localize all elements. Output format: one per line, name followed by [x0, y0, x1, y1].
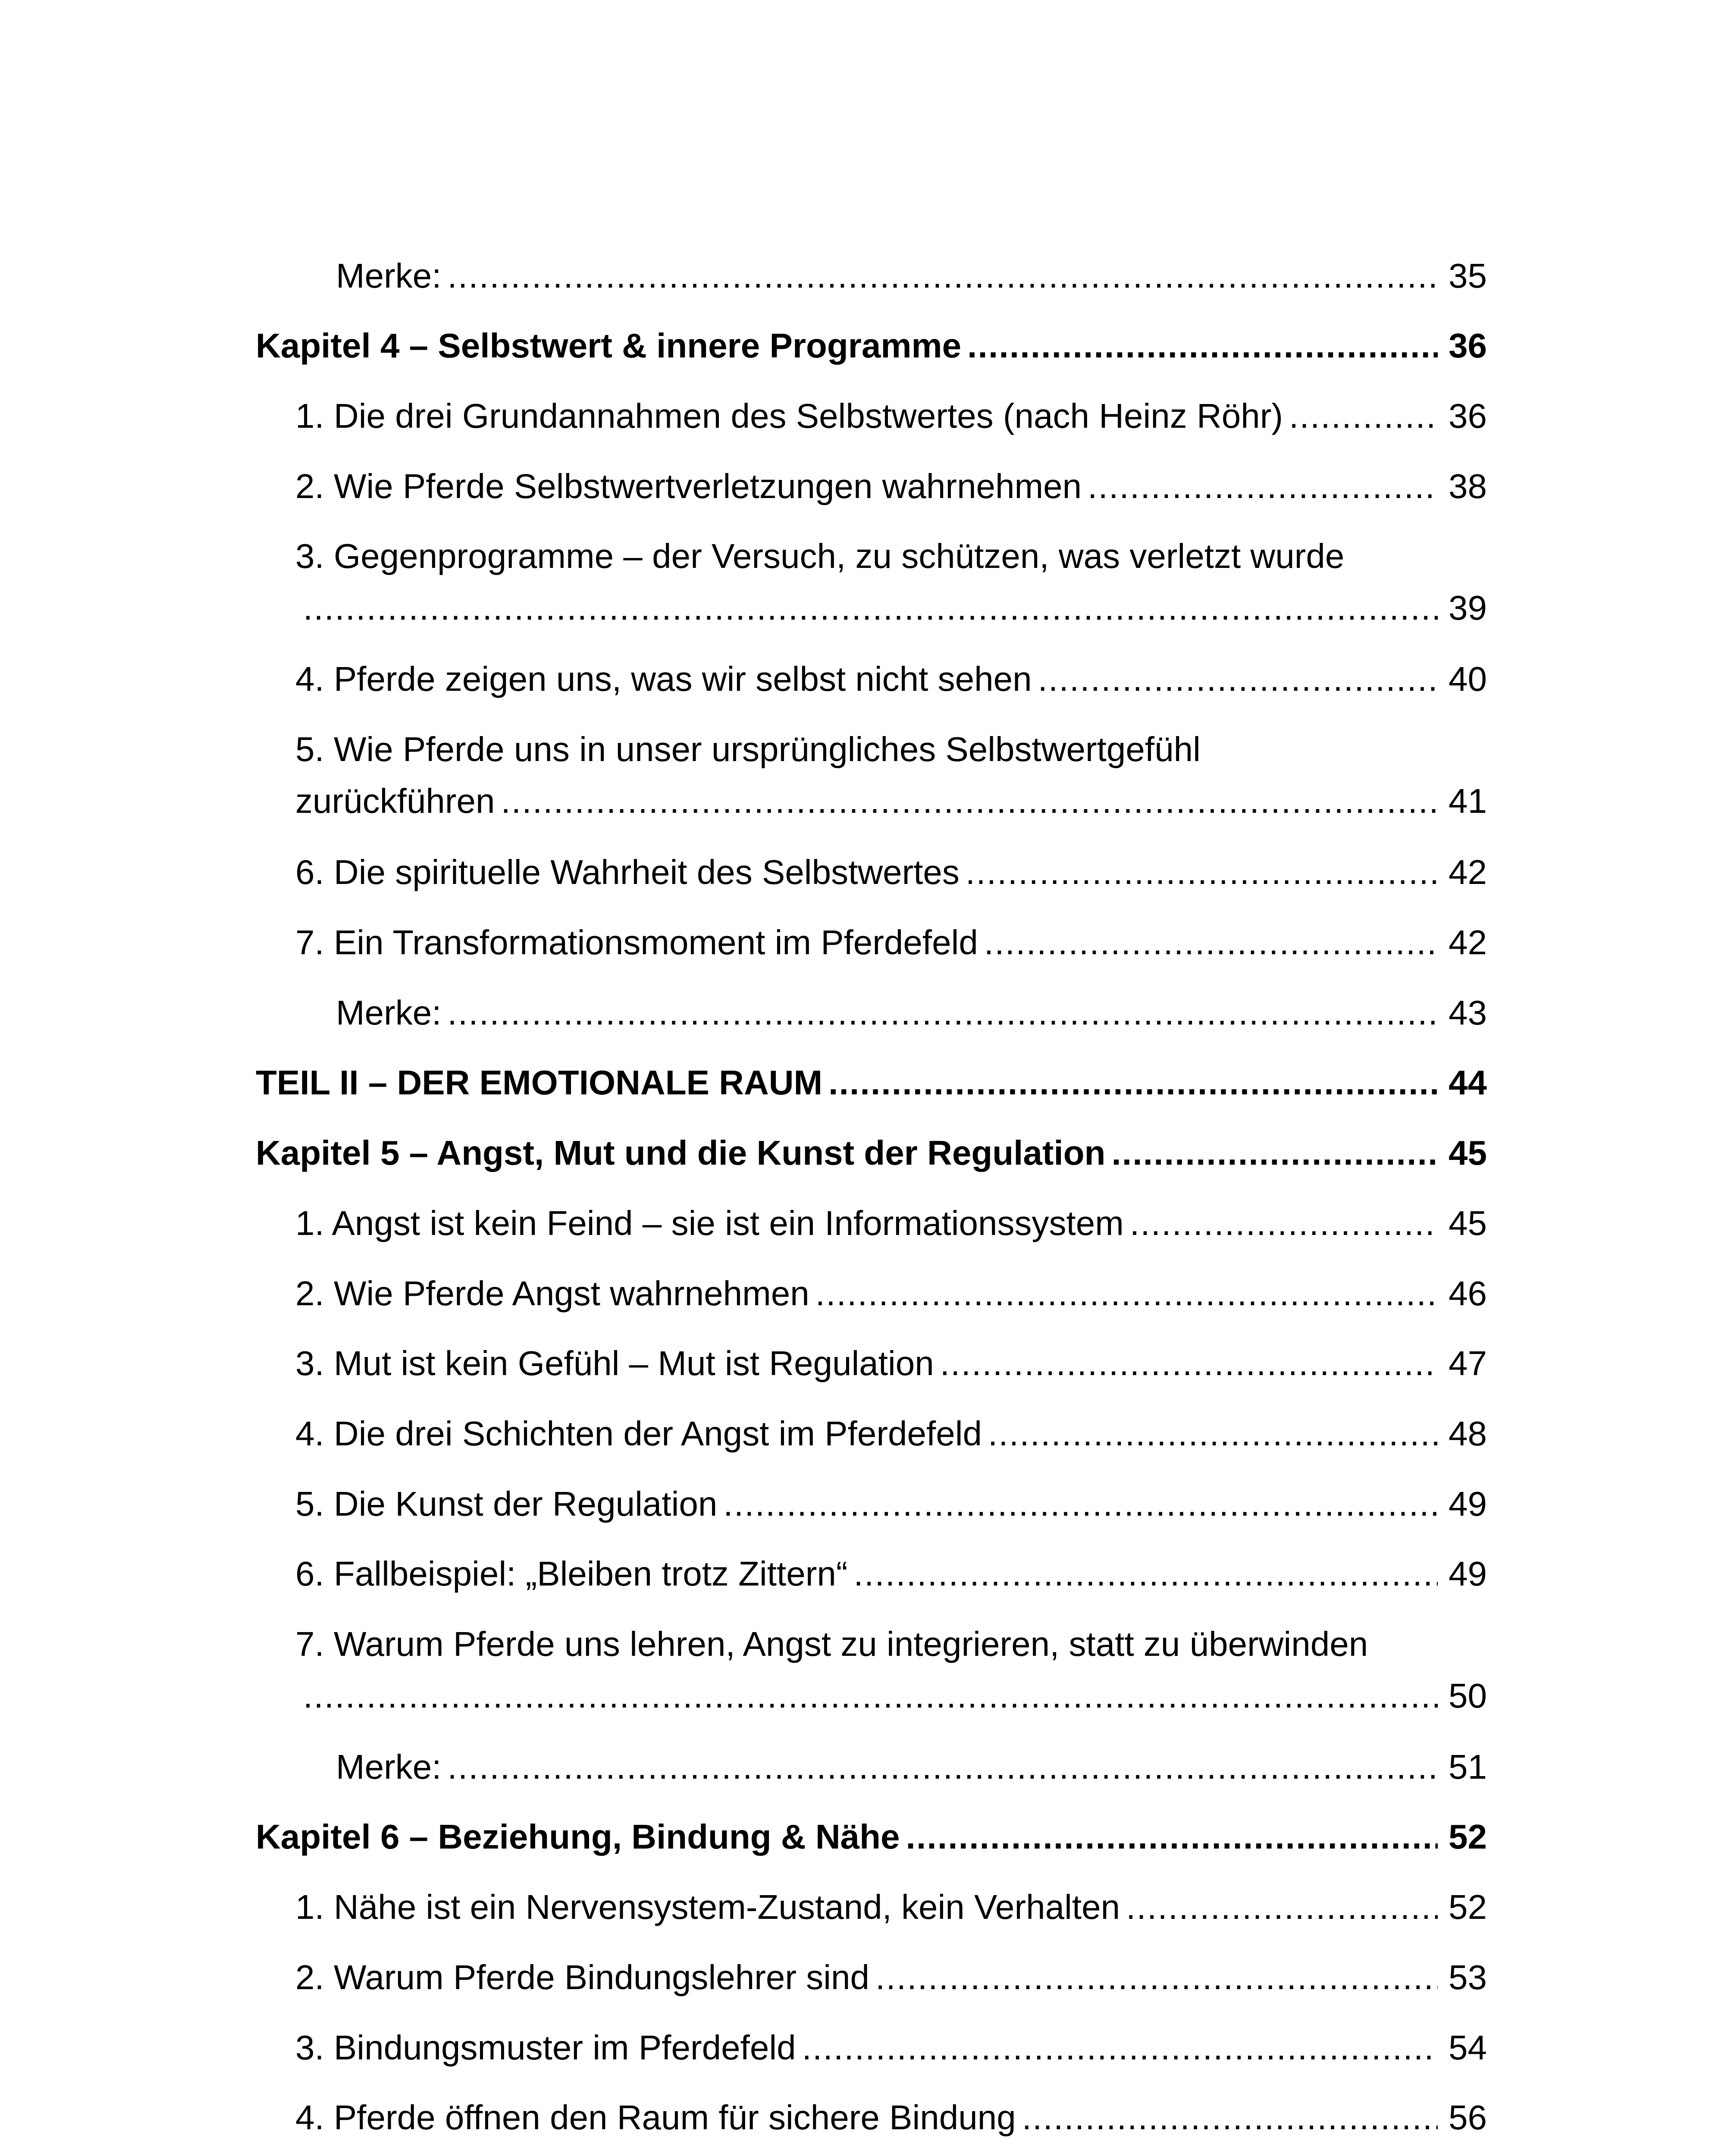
toc-entry[interactable] [256, 724, 1487, 827]
toc-entry[interactable] [256, 461, 1487, 512]
toc-entry-page: 39 [1449, 589, 1487, 627]
toc-entry[interactable] [256, 250, 1487, 302]
toc-entry[interactable] [256, 530, 1487, 634]
toc-entry-page: 49 [1449, 1554, 1487, 1593]
toc-entry[interactable] [256, 1881, 1487, 1933]
toc-entry-page: 50 [1449, 1677, 1487, 1715]
toc-entry-page: 42 [1449, 853, 1487, 891]
dot-leader [828, 1057, 1438, 1109]
dot-leader [448, 1741, 1438, 1793]
toc-entry-title: Kapitel 5 – Angst, Mut und die Kunst der Regulation [256, 1134, 1106, 1172]
toc-entry-page: 52 [1449, 1888, 1487, 1926]
dot-leader [723, 1478, 1438, 1530]
toc-entry[interactable] [256, 2022, 1487, 2074]
toc-entry-page: 53 [1449, 1958, 1487, 1996]
toc-entry-page: 48 [1449, 1414, 1487, 1453]
dot-leader [815, 1268, 1438, 1319]
dot-leader [1130, 1197, 1438, 1249]
toc-entry-title: TEIL II – DER EMOTIONALE RAUM [256, 1063, 823, 1102]
toc-entry-title: 5. Wie Pferde uns in unser ursprüngliches Selbstwertgefühl [295, 730, 1201, 768]
dot-leader [448, 250, 1438, 302]
toc-entry-page: 42 [1449, 923, 1487, 962]
table-of-contents [256, 0, 1487, 2156]
toc-entry-title: Kapitel 4 – Selbstwert & innere Programme [256, 326, 962, 365]
toc-entry-page: 52 [1449, 1818, 1487, 1856]
toc-chapter-entry[interactable] [256, 1811, 1487, 1863]
toc-entry-page: 43 [1449, 993, 1487, 1032]
toc-entry[interactable] [256, 987, 1487, 1039]
dot-leader [501, 775, 1438, 827]
toc-entry-title: 7. Ein Transformationsmoment im Pferdefeld [295, 923, 978, 962]
toc-entry[interactable] [256, 917, 1487, 968]
toc-entry-page: 49 [1449, 1485, 1487, 1523]
dot-leader [448, 987, 1438, 1039]
toc-entry-title: Kapitel 6 – Beziehung, Bindung & Nähe [256, 1818, 900, 1856]
toc-entry-page: 36 [1449, 326, 1487, 365]
toc-entry[interactable] [256, 390, 1487, 442]
toc-entry-page: 40 [1449, 660, 1487, 698]
toc-entry-page: 44 [1449, 1063, 1487, 1102]
toc-entry[interactable] [256, 846, 1487, 898]
dot-leader [984, 917, 1438, 968]
dot-leader [1022, 2092, 1438, 2143]
dot-leader [1126, 1881, 1438, 1933]
dot-leader [1289, 390, 1438, 442]
dot-leader [854, 1548, 1438, 1600]
toc-entry-page: 51 [1449, 1748, 1487, 1786]
toc-entry-title: 5. Die Kunst der Regulation [295, 1485, 718, 1523]
toc-entry[interactable] [256, 1741, 1487, 1793]
toc-entry-title: 3. Gegenprogramme – der Versuch, zu schützen, was verletzt wurde [295, 537, 1345, 575]
dot-leader [967, 320, 1438, 372]
toc-entry[interactable] [256, 1338, 1487, 1389]
toc-entry-title: 7. Warum Pferde uns lehren, Angst zu integrieren, statt zu überwinden [295, 1625, 1368, 1663]
toc-entry[interactable] [256, 1952, 1487, 2003]
toc-entry-title: 4. Pferde zeigen uns, was wir selbst nicht sehen [295, 660, 1032, 698]
toc-entry-title: 4. Pferde öffnen den Raum für sichere Bindung [295, 2098, 1016, 2137]
toc-entry[interactable] [256, 653, 1487, 705]
toc-entry-title: 2. Wie Pferde Selbstwertverletzungen wahrnehmen [295, 467, 1082, 505]
toc-entry[interactable] [256, 1268, 1487, 1319]
dot-leader [1038, 653, 1438, 705]
dot-leader [988, 1408, 1438, 1460]
dot-leader [966, 846, 1438, 898]
toc-chapter-entry[interactable] [256, 1127, 1487, 1179]
toc-entry-title-continued: zurückführen [295, 782, 495, 820]
toc-entry[interactable] [256, 1618, 1487, 1722]
toc-entry-page: 45 [1449, 1204, 1487, 1242]
toc-entry-page: 38 [1449, 467, 1487, 505]
toc-entry[interactable] [256, 1408, 1487, 1460]
toc-entry-page: 54 [1449, 2028, 1487, 2067]
toc-entry-page: 41 [1449, 782, 1487, 820]
toc-entry[interactable] [256, 1478, 1487, 1530]
toc-entry-title: 1. Nähe ist ein Nervensystem-Zustand, kein Verhalten [295, 1888, 1120, 1926]
toc-entry-title: 6. Die spirituelle Wahrheit des Selbstwertes [295, 853, 960, 891]
toc-entry-title: 1. Die drei Grundannahmen des Selbstwertes (nach Heinz Röhr) [295, 397, 1283, 435]
toc-entry[interactable] [256, 1197, 1487, 1249]
toc-entry-title: Merke: [336, 993, 442, 1032]
toc-entry-title: 4. Die drei Schichten der Angst im Pferdefeld [295, 1414, 982, 1453]
toc-entry-page: 56 [1449, 2098, 1487, 2137]
toc-part-entry[interactable] [256, 1057, 1487, 1109]
dot-leader [1111, 1127, 1438, 1179]
toc-entry-title: 1. Angst ist kein Feind – sie ist ein Informationssystem [295, 1204, 1124, 1242]
toc-entry-title: 2. Warum Pferde Bindungslehrer sind [295, 1958, 870, 1996]
toc-entry-page: 45 [1449, 1134, 1487, 1172]
dot-leader [940, 1338, 1438, 1389]
toc-entry-title: 3. Mut ist kein Gefühl – Mut ist Regulation [295, 1344, 934, 1382]
toc-chapter-entry[interactable] [256, 320, 1487, 372]
dot-leader [303, 1670, 1438, 1722]
toc-entry-title: 2. Wie Pferde Angst wahrnehmen [295, 1274, 809, 1313]
dot-leader [1088, 461, 1438, 512]
toc-entry-page: 36 [1449, 397, 1487, 435]
dot-leader [802, 2022, 1438, 2074]
toc-entry-title: Merke: [336, 1748, 442, 1786]
toc-entry-page: 46 [1449, 1274, 1487, 1313]
toc-entry-title: Merke: [336, 257, 442, 295]
toc-entry-page: 35 [1449, 257, 1487, 295]
toc-entry-page: 47 [1449, 1344, 1487, 1382]
toc-entry[interactable] [256, 2092, 1487, 2143]
dot-leader [303, 582, 1438, 634]
dot-leader [875, 1952, 1438, 2003]
toc-entry-title: 6. Fallbeispiel: „Bleiben trotz Zittern“ [295, 1554, 848, 1593]
toc-entry[interactable] [256, 1548, 1487, 1600]
toc-entry-title: 3. Bindungsmuster im Pferdefeld [295, 2028, 796, 2067]
dot-leader [906, 1811, 1438, 1863]
